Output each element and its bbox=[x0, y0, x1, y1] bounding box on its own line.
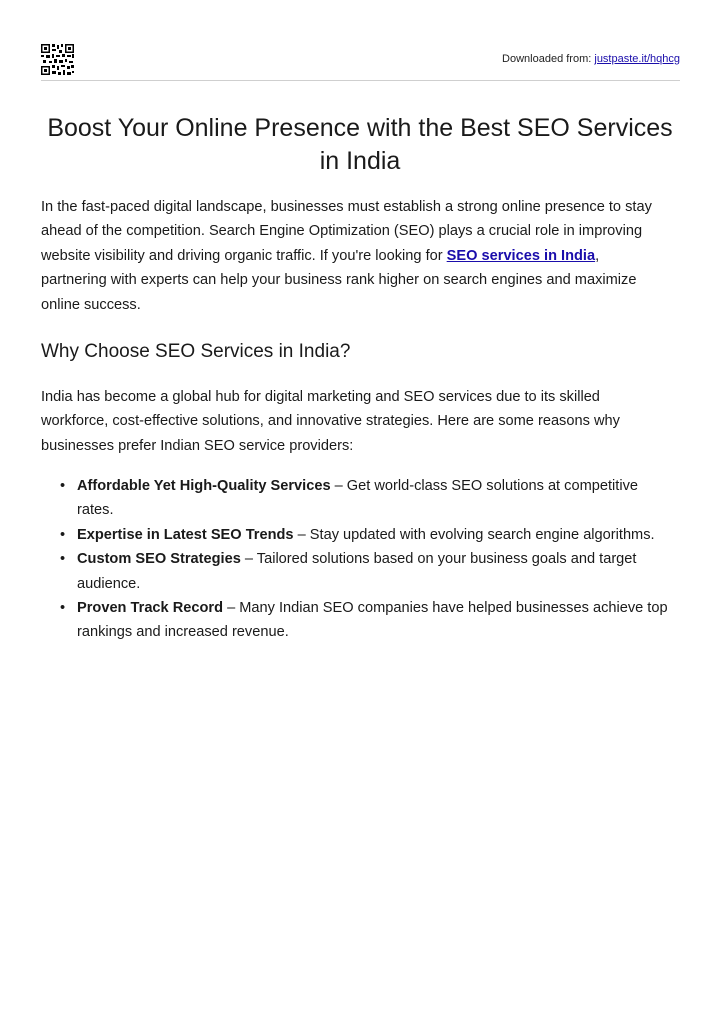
bullet-icon: • bbox=[60, 478, 66, 494]
download-source-link[interactable]: justpaste.it/hqhcg bbox=[594, 53, 680, 65]
list-item-title: Expertise in Latest SEO Trends bbox=[77, 526, 294, 543]
list-item-text: – Get world-class SEO solutions at competitive rates. bbox=[77, 478, 638, 519]
intro-text-before-link: In the fast-paced digital landscape, businesses must establish a strong online presence to stay ahead of the competition. Search Engine Optimization (SEO) plays a crucial role in improving website visibility and driving organic traffic. If you're looking for bbox=[41, 199, 652, 264]
list-item-text: – Tailored solutions based on your business goals and target audience. bbox=[77, 551, 637, 592]
list-item-text: – Stay updated with evolving search engine algorithms. bbox=[293, 526, 655, 543]
list-item bbox=[41, 596, 671, 645]
bullet-icon: • bbox=[60, 551, 66, 568]
list-item-title: Affordable Yet High-Quality Services bbox=[77, 478, 331, 494]
download-source bbox=[502, 53, 680, 65]
reasons-list bbox=[41, 474, 671, 645]
section-heading: Why Choose SEO Services in India? bbox=[41, 341, 351, 362]
list-item-title: Proven Track Record bbox=[77, 600, 224, 617]
intro-text-after-link: , partnering with experts can help your business rank higher on search engines and maximize online success. bbox=[41, 247, 637, 313]
article-title: Boost Your Online Presence with the Best SEO Services in India bbox=[47, 114, 673, 175]
section-paragraph: India has become a global hub for digital marketing and SEO services due to its skilled workforce, cost-effective solutions, and innovative strategies. Here are some reasons why businesses prefer Indian SEO service providers: bbox=[41, 389, 620, 454]
list-item bbox=[41, 474, 671, 523]
intro-paragraph bbox=[41, 195, 661, 317]
list-item-text: – Many Indian SEO companies have helped businesses achieve top rankings and increased revenue. bbox=[77, 600, 668, 641]
seo-services-link[interactable]: SEO services in India bbox=[446, 247, 596, 264]
list-item bbox=[41, 523, 671, 547]
bullet-icon: • bbox=[60, 600, 66, 617]
qr-code-icon bbox=[41, 44, 74, 75]
list-item-title: Custom SEO Strategies bbox=[77, 551, 241, 568]
list-item bbox=[41, 547, 671, 596]
bullet-icon: • bbox=[60, 526, 66, 543]
download-source-label: Downloaded from: bbox=[502, 53, 592, 65]
page-header bbox=[41, 44, 680, 81]
